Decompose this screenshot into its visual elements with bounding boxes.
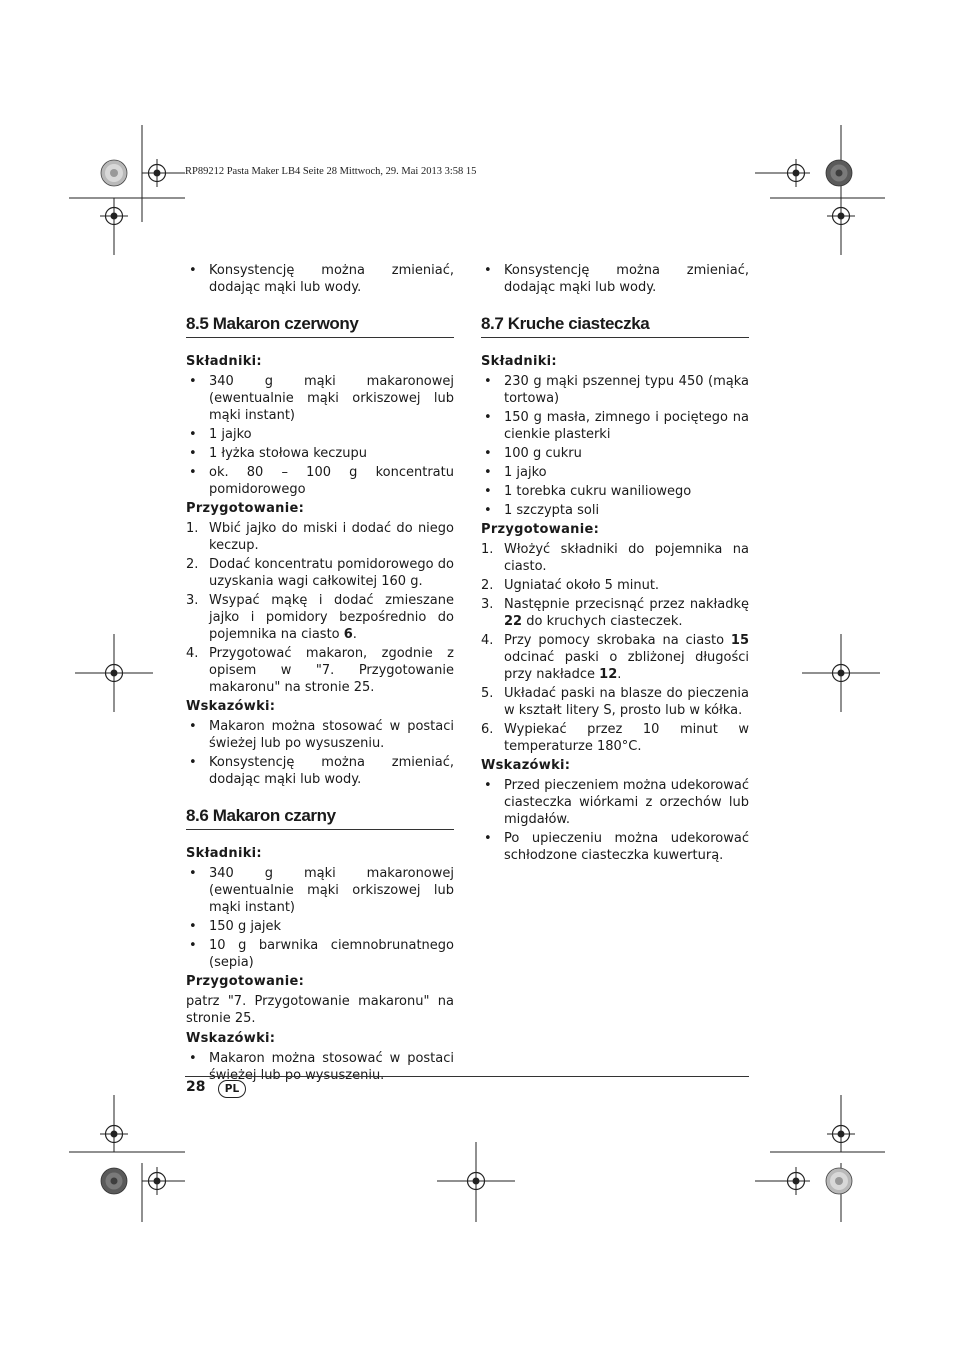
list-item: • Makaron można stosować w postaci świeżej lub po wysuszeniu. [186, 1050, 454, 1084]
step-number: 1. [186, 521, 199, 536]
list-item: • 340 g mąki makaronowej (ewentualnie mąki orkiszowej lub mąki instant) [186, 373, 454, 424]
step-item [186, 520, 454, 554]
step-text: Przy pomocy skrobaka na ciasto [504, 633, 731, 648]
section-title-8-6: 8.6 Makaron czarny [186, 807, 454, 830]
section-title-8-7: 8.7 Kruche ciasteczka [481, 315, 749, 338]
step-number: 2. [186, 557, 199, 572]
step-number: 4. [481, 633, 494, 648]
list-item: • Makaron można stosować w postaci świeżej lub po wysuszeniu. [186, 718, 454, 752]
right-column [481, 262, 749, 866]
step-text: Przygotować makaron, zgodnie z opisem w "7. Przygotowanie makaronu" na stronie 25. [209, 646, 454, 695]
part-number: 22 [504, 614, 523, 629]
step-item [481, 632, 749, 683]
list-item: • Konsystencję można zmieniać, dodając mąki lub wody. [186, 754, 454, 788]
tips-heading: Wskazówki: [481, 758, 571, 773]
step-text-end: . [352, 627, 357, 642]
step-item [186, 645, 454, 696]
list-item: • 230 g mąki pszennej typu 450 (mąka tortowa) [481, 373, 749, 407]
list-item: • 150 g masła, zimnego i pociętego na cienkie plasterki [481, 409, 749, 443]
ingredients-heading: Składniki: [186, 354, 262, 369]
list-item: • Po upieczeniu można udekorować schłodzone ciasteczka kuwerturą. [481, 830, 749, 864]
step-number: 4. [186, 646, 199, 661]
step-text: Wsypać mąkę i dodać zmieszane jajko i pomidory bezpośrednio do pojemnika na ciasto [209, 593, 454, 642]
step-text: Układać paski na blasze do pieczenia w kształt litery S, prosto lub w kółka. [504, 686, 749, 718]
step-item [481, 721, 749, 755]
preparation-heading: Przygotowanie: [481, 522, 600, 537]
step-text-end: . [617, 667, 622, 682]
list-item: • 1 torebka cukru waniliowego [481, 483, 749, 500]
preparation-heading: Przygotowanie: [186, 501, 305, 516]
step-text: Wypiekać przez 10 minut w temperaturze 180°C. [504, 722, 749, 754]
part-number: 12 [599, 667, 618, 682]
list-item: • 1 jajko [186, 426, 454, 443]
step-item [481, 541, 749, 575]
step-number: 2. [481, 578, 494, 593]
step-item [186, 592, 454, 643]
footer-divider [185, 1076, 749, 1077]
left-column [186, 262, 454, 1086]
list-item: • Przed pieczeniem można udekorować ciasteczka wiórkami z orzechów lub migdałów. [481, 777, 749, 828]
part-number: 15 [730, 633, 749, 648]
list-item: • 10 g barwnika ciemnobrunatnego (sepia) [186, 937, 454, 971]
list-item: • 100 g cukru [481, 445, 749, 462]
step-item [481, 596, 749, 630]
list-item: • 1 jajko [481, 464, 749, 481]
list-item: • 150 g jajek [186, 918, 454, 935]
step-text-mid: odcinać paski o zbliżonej długości przy nakładce [504, 650, 749, 682]
ingredients-heading: Składniki: [481, 354, 557, 369]
step-text: Wbić jajko do miski i dodać do niego keczup. [209, 521, 454, 553]
list-item: • 1 łyżka stołowa keczupu [186, 445, 454, 462]
tips-heading: Wskazówki: [186, 1031, 276, 1046]
step-number: 6. [481, 722, 494, 737]
step-number: 3. [186, 593, 199, 608]
step-item [186, 556, 454, 590]
step-number: 1. [481, 542, 494, 557]
part-number: 6 [343, 627, 353, 642]
section-title-8-5: 8.5 Makaron czerwony [186, 315, 454, 338]
step-text: Dodać koncentratu pomidorowego do uzyskania wagi całkowitej 160 g. [209, 557, 454, 589]
tips-heading: Wskazówki: [186, 699, 276, 714]
step-text-end: do kruchych ciasteczek. [522, 614, 683, 629]
step-number: 5. [481, 686, 494, 701]
list-item: • Konsystencję można zmieniać, dodając mąki lub wody. [481, 262, 749, 296]
preparation-text: patrz "7. Przygotowanie makaronu" na stronie 25. [186, 994, 454, 1026]
print-header: RP89212 Pasta Maker LB4 Seite 28 Mittwoch, 29. Mai 2013 3:58 15 [185, 166, 477, 177]
step-item [481, 577, 749, 594]
ingredients-heading: Składniki: [186, 846, 262, 861]
preparation-heading: Przygotowanie: [186, 974, 305, 989]
step-item [481, 685, 749, 719]
step-number: 3. [481, 597, 494, 612]
list-item: • Konsystencję można zmieniać, dodając mąki lub wody. [186, 262, 454, 296]
list-item: • 340 g mąki makaronowej (ewentualnie mąki orkiszowej lub mąki instant) [186, 865, 454, 916]
list-item: • ok. 80 – 100 g koncentratu pomidorowego [186, 464, 454, 498]
language-badge: PL [218, 1080, 246, 1098]
step-text: Następnie przecisnąć przez nakładkę [504, 597, 749, 612]
page-number: 28 [186, 1079, 206, 1095]
step-text: Włożyć składniki do pojemnika na ciasto. [504, 542, 749, 574]
list-item: • 1 szczypta soli [481, 502, 749, 519]
step-text: Ugniatać około 5 minut. [504, 578, 660, 593]
